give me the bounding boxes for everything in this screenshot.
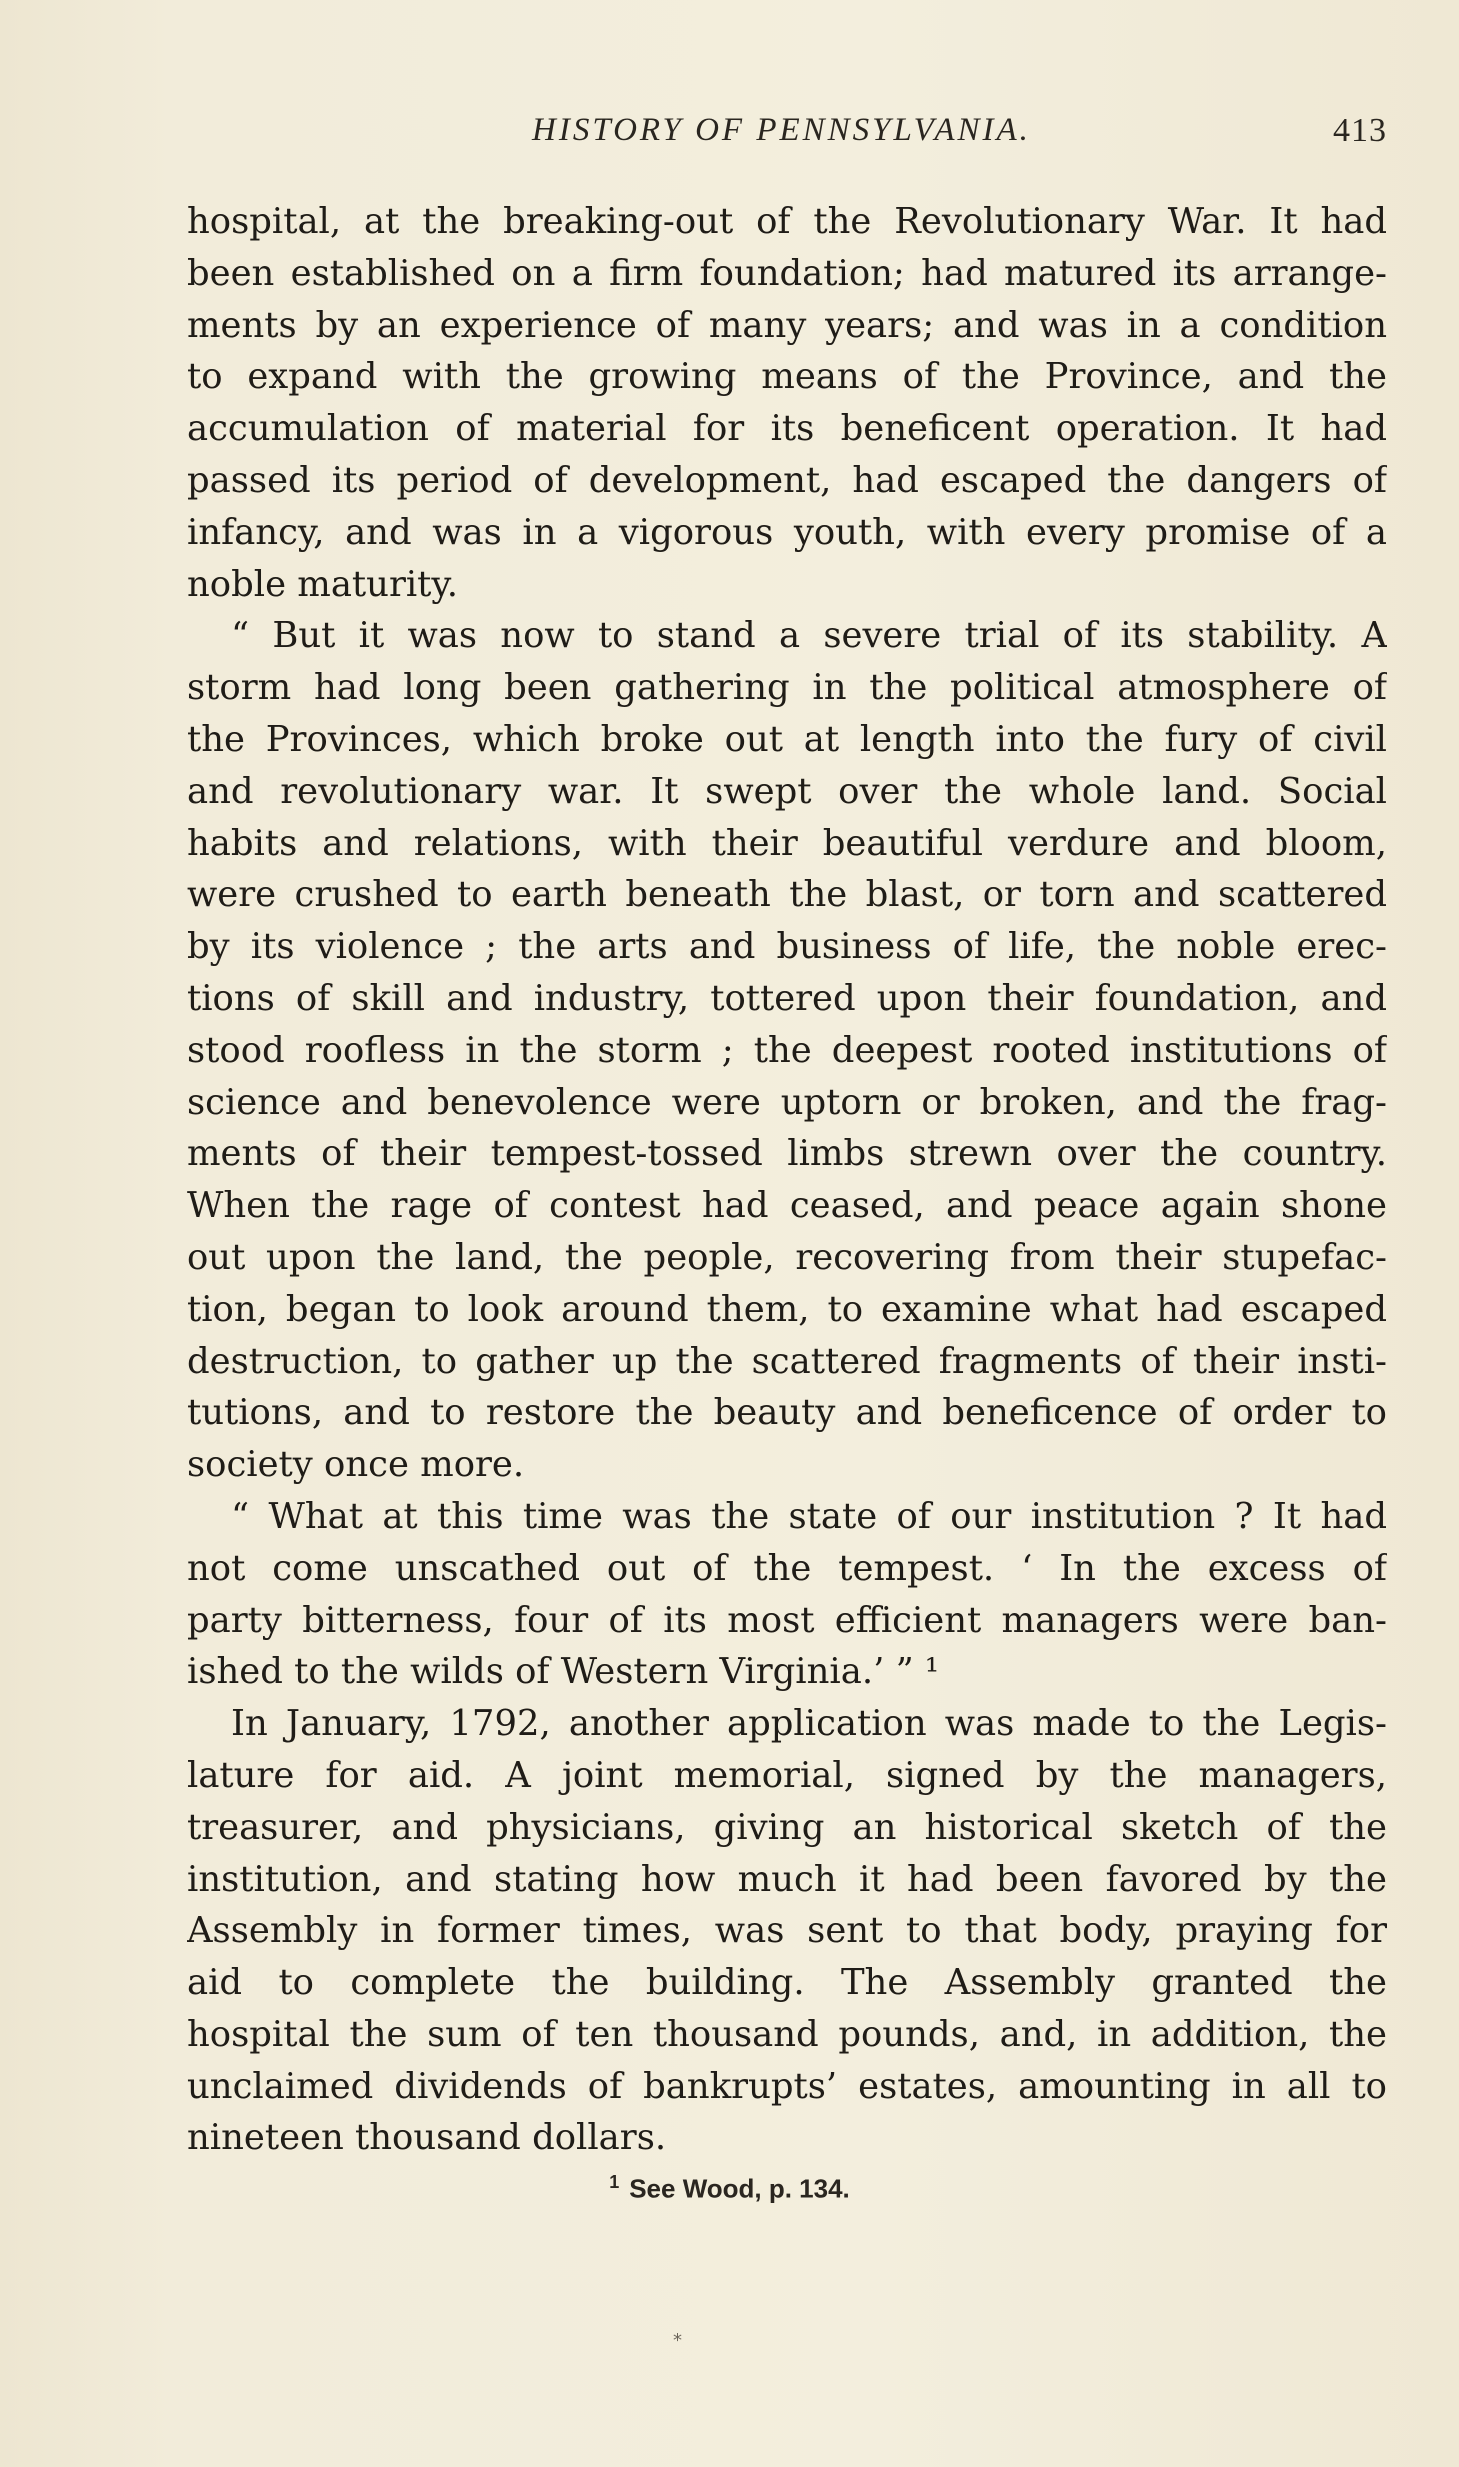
text-line: lature for aid. A joint memorial, signed by the managers, [187, 1754, 1387, 1796]
text-line: hospital, at the breaking-out of the Revolutionary War. It had [187, 201, 1387, 242]
text-line: nineteen thousand dollars. [187, 2117, 667, 2159]
running-head [187, 112, 1387, 162]
text-line: the Provinces, which broke out at length into the fury of civil [187, 718, 1387, 760]
text-line: by its violence ; the arts and business of life, the noble erec- [187, 926, 1387, 968]
text-line: ments of their tempest-tossed limbs strewn over the country. [187, 1133, 1387, 1175]
text-line: and revolutionary war. It swept over the whole land. Social [187, 770, 1387, 812]
text-line: When the rage of contest had ceased, and peace again shone [187, 1185, 1387, 1227]
text-line: to expand with the growing means of the Province, and the [187, 356, 1387, 398]
text-line: been established on a firm foundation; had matured its arrange- [187, 252, 1387, 294]
text-line: party bitterness, four of its most efficient managers were ban- [187, 1599, 1387, 1641]
printer-mark: * [673, 2330, 682, 2351]
text-line: treasurer, and physicians, giving an historical sketch of the [187, 1806, 1387, 1848]
text-line: science and benevolence were uptorn or broken, and the frag- [187, 1081, 1387, 1123]
text-line: accumulation of material for its beneficent operation. It had [187, 408, 1387, 450]
running-title: HISTORY OF PENNSYLVANIA. [532, 112, 1031, 148]
page-number: 413 [1333, 112, 1387, 149]
text-line: noble maturity. [187, 563, 458, 605]
text-line: hospital the sum of ten thousand pounds, and, in addition, the [187, 2013, 1387, 2055]
text-line: Assembly in former times, was sent to that body, praying for [187, 1910, 1387, 1952]
text-line: destruction, to gather up the scattered fragments of their insti- [187, 1340, 1387, 1382]
text-line: institution, and stating how much it had been favored by the [187, 1858, 1387, 1900]
footnote-marker: 1 [609, 2172, 620, 2192]
text-line: storm had long been gathering in the political atmosphere of [187, 667, 1387, 709]
text-line: tions of skill and industry, tottered upon their foundation, and [187, 977, 1387, 1019]
text-line: society once more. [187, 1444, 525, 1486]
text-line: were crushed to earth beneath the blast, or torn and scattered [187, 874, 1387, 916]
text-line: not come unscathed out of the tempest. ‘ In the excess of [187, 1547, 1387, 1589]
text-line: infancy, and was in a vigorous youth, with every promise of a [187, 511, 1387, 553]
text-line: tion, began to look around them, to examine what had escaped [187, 1288, 1387, 1330]
footnote [0, 2172, 1459, 2205]
text-line: habits and relations, with their beautiful verdure and bloom, [187, 822, 1387, 864]
footnote-text: See Wood, p. 134. [629, 2173, 850, 2204]
text-line: In January, 1792, another application was made to the Legis- [231, 1703, 1387, 1745]
text-line: tutions, and to restore the beauty and beneficence of order to [187, 1392, 1387, 1434]
text-line: ments by an experience of many years; and was in a condition [187, 304, 1387, 346]
text-line: aid to complete the building. The Assembly granted the [187, 1962, 1387, 2004]
text-line: “ But it was now to stand a severe trial of its stability. A [231, 615, 1387, 657]
text-line: “ What at this time was the state of our institution ? It had [231, 1495, 1387, 1537]
body-text [187, 196, 1387, 2164]
text-line: stood roofless in the storm ; the deepest rooted institutions of [187, 1029, 1387, 1071]
text-line: out upon the land, the people, recovering from their stupefac- [187, 1236, 1387, 1278]
text-line: ished to the wilds of Western Virginia.’ ” ¹ [187, 1651, 940, 1693]
text-line: unclaimed dividends of bankrupts’ estates, amounting in all to [187, 2065, 1387, 2107]
text-line: passed its period of development, had escaped the dangers of [187, 459, 1387, 501]
